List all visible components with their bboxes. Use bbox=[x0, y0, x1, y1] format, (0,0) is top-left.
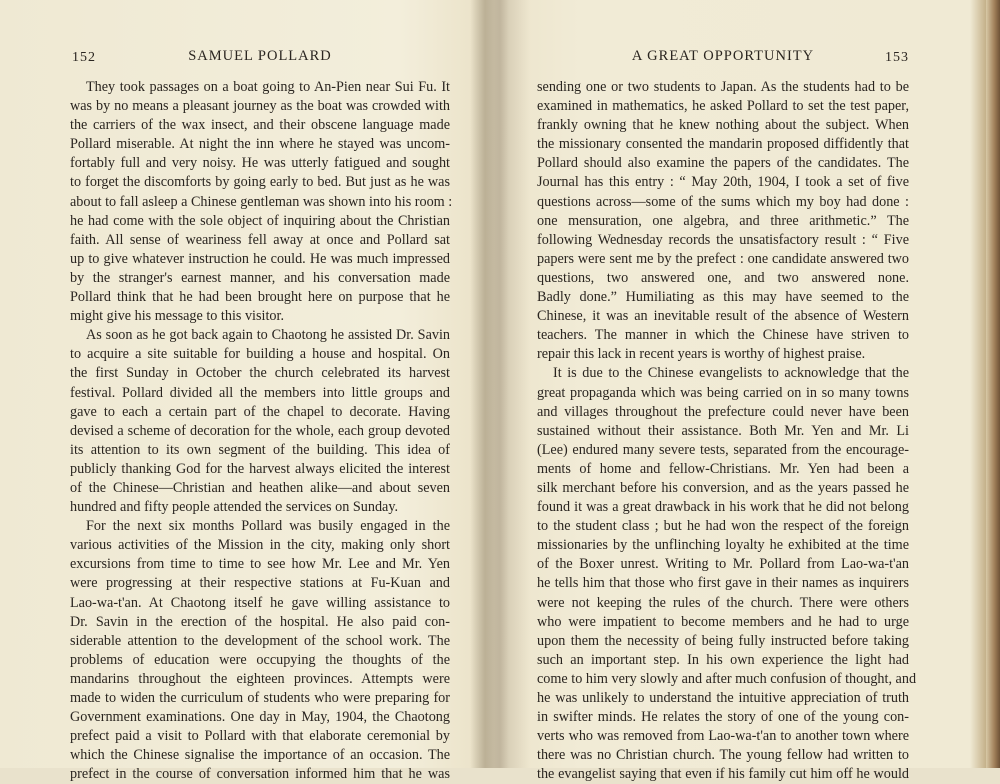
text-line: publicly thanking God for the harvest always elicited the interest bbox=[70, 460, 450, 477]
text-line: They took passages on a boat going to An-Pien near Sui Fu. It bbox=[86, 79, 450, 95]
text-line: siderable attention to the development of the school work. The bbox=[70, 632, 450, 649]
text-line: up to give whatever instruction he could. He was much impressed bbox=[70, 250, 450, 267]
left-page-number: 152 bbox=[72, 50, 96, 65]
text-line: ments of home and fellow-Christians. Mr. Yen had been a bbox=[537, 460, 909, 477]
text-line: its attention to its own segment of the building. This idea of bbox=[70, 441, 450, 458]
text-line: problems of education were occupying the thoughts of the bbox=[70, 651, 450, 668]
text-line: Badly done.” Humiliating as this may have seemed to the bbox=[537, 289, 909, 306]
text-line: Government examinations. One day in May, 1904, the Chaotong bbox=[70, 709, 450, 726]
text-line: the missionary consented the mandarin proposed diffidently that bbox=[537, 136, 909, 153]
text-line: (Lee) endured many severe tests, separated from the encourage- bbox=[537, 441, 909, 458]
text-line: great propaganda which was being carried on in so many towns bbox=[537, 384, 909, 401]
text-line: he had come with the sole object of inquiring about the Christian bbox=[70, 212, 450, 229]
text-line: prefect in the course of conversation informed him that he was bbox=[70, 766, 450, 783]
text-line: prefect paid a visit to Pollard with that elaborate ceremonial by bbox=[70, 728, 450, 745]
text-line: were not keeping the rules of the church. There were others bbox=[537, 594, 909, 611]
text-line: to acquire a site suitable for building a house and hospital. On bbox=[70, 346, 450, 363]
text-line: to forget the discomforts by going early to bed. But just as he was bbox=[70, 174, 450, 191]
text-line: questions, two answered one, and two answered none. bbox=[537, 269, 909, 286]
text-line: teachers. The manner in which the Chinese have striven to bbox=[537, 327, 909, 344]
text-line: of the Chinese—Christian and heathen alike—and about seven bbox=[70, 479, 450, 496]
text-line: As soon as he got back again to Chaotong he assisted Dr. Savin bbox=[86, 327, 450, 344]
right-running-head bbox=[537, 48, 909, 68]
text-line: verts who was removed from Lao-wa-t'an to another town where bbox=[537, 728, 909, 745]
text-line: who were impatient to become members and he had to urge bbox=[537, 613, 909, 630]
text-line: mandarins throughout the eighteen provinces. Attempts were bbox=[70, 670, 450, 687]
text-line: silk merchant before his conversion, and as the years passed he bbox=[537, 479, 909, 496]
book-gutter bbox=[470, 0, 530, 768]
text-line: which the Chinese signalise the importance of an occasion. The bbox=[70, 747, 450, 764]
text-line: made to widen the curriculum of students who were preparing for bbox=[70, 690, 450, 706]
text-line: the evangelist saying that even if his family cut him off he would bbox=[537, 766, 909, 783]
text-line: Pollard should also examine the papers of the candidates. The bbox=[537, 155, 909, 172]
text-line: Journal has this entry : “ May 20th, 1904, I took a set of five bbox=[537, 174, 909, 191]
text-line: repair this lack in recent years is worthy of highest praise. bbox=[537, 346, 866, 363]
text-line: Pollard think that he had been brought here on purpose that he bbox=[70, 289, 450, 306]
text-line: fortably full and very noisy. He was utterly fatigued and sought bbox=[70, 155, 450, 172]
text-line: of the Boxer unrest. Writing to Mr. Pollard from Lao-wa-t'an bbox=[537, 556, 909, 573]
text-line: sustained without their assistance. Both Mr. Yen and Mr. Li bbox=[537, 422, 909, 439]
text-line: sending one or two students to Japan. As the students had to be bbox=[537, 79, 909, 95]
text-line: he was unlikely to understand the intuitive appreciation of truth bbox=[537, 690, 909, 706]
text-line: might give his message to this visitor. bbox=[70, 308, 284, 325]
text-line: questions across—some of the sums which my boy had done : bbox=[537, 193, 909, 210]
text-line: examined in mathematics, he asked Pollard to set the test paper, bbox=[537, 98, 909, 115]
text-line: frankly owning that he knew nothing about the subject. When bbox=[537, 117, 909, 134]
text-line: missionaries by the unflinching loyalty he exhibited at the time bbox=[537, 537, 909, 554]
text-line: following Wednesday records the unsatisfactory result : “ Five bbox=[537, 231, 909, 248]
text-line: the carriers of the wax insect, and their obscene language made bbox=[70, 117, 450, 134]
text-line: the first Sunday in October the church celebrated its harvest bbox=[70, 365, 450, 382]
text-line: was by no means a pleasant journey as the boat was crowded with bbox=[70, 98, 450, 115]
right-page bbox=[537, 48, 917, 784]
text-line: faith. All sense of weariness fell away at once and Pollard sat bbox=[70, 231, 450, 248]
left-running-head bbox=[70, 48, 450, 68]
text-line: in swifter minds. He relates the story of one of the young con- bbox=[537, 709, 909, 726]
text-line: to the student class ; but he had won the respect of the foreign bbox=[537, 518, 909, 535]
right-page-number: 153 bbox=[885, 50, 909, 65]
left-running-title: SAMUEL POLLARD bbox=[188, 48, 332, 64]
text-line: devised a scheme of decoration for the whole, each group devoted bbox=[70, 422, 450, 439]
text-line: about to fall asleep a Chinese gentleman was shown into his room : bbox=[70, 193, 453, 210]
text-line: one mensuration, one algebra, and three arithmetic.” The bbox=[537, 212, 909, 229]
text-line: by the stranger's earnest manner, and his conversation made bbox=[70, 269, 450, 286]
text-line: Pollard miserable. At night the inn where he stayed was uncom- bbox=[70, 136, 450, 153]
text-line: upon them the necessity of being fully instructed before taking bbox=[537, 632, 909, 649]
text-line: hundred and fifty people attended the services on Sunday. bbox=[70, 499, 399, 516]
text-line: were progressing at their respective stations at Fu-Kuan and bbox=[70, 575, 450, 592]
text-line: there was no Christian church. The young fellow had written to bbox=[537, 747, 909, 764]
text-line: such an important step. In his own experience the light had bbox=[537, 651, 909, 668]
text-line: found it was a great drawback in his work that he did not belong bbox=[537, 499, 909, 516]
text-line: and villages throughout the prefecture could never have been bbox=[537, 403, 909, 420]
page-edge bbox=[986, 0, 1000, 768]
text-line: various activities of the Mission in the city, making only short bbox=[70, 537, 450, 554]
right-body-text bbox=[537, 78, 917, 784]
text-line: he tells him that those who first gave in their names as inquirers bbox=[537, 575, 909, 592]
left-page bbox=[70, 48, 453, 784]
text-line: Chinese, it was an inevitable result of the absence of Western bbox=[537, 308, 909, 325]
text-line: papers were sent me by the prefect : one candidate answered two bbox=[537, 250, 909, 267]
text-line: festival. Pollard divided all the members into little groups and bbox=[70, 384, 450, 401]
text-line: gave to each a certain part of the chapel to decorate. Having bbox=[70, 403, 450, 420]
right-running-title: A GREAT OPPORTUNITY bbox=[631, 48, 815, 64]
text-line: For the next six months Pollard was busily engaged in the bbox=[86, 518, 450, 535]
text-line: Lao-wa-t'an. At Chaotong itself he gave willing assistance to bbox=[70, 594, 450, 611]
text-line: come to him very slowly and after much confusion of thought, and bbox=[537, 670, 917, 687]
text-line: Dr. Savin in the erection of the hospital. He also paid con- bbox=[70, 613, 450, 630]
text-line: excursions from time to time to see how Mr. Lee and Mr. Yen bbox=[70, 556, 450, 573]
left-body-text bbox=[70, 78, 453, 784]
text-line: It is due to the Chinese evangelists to acknowledge that the bbox=[553, 365, 909, 382]
